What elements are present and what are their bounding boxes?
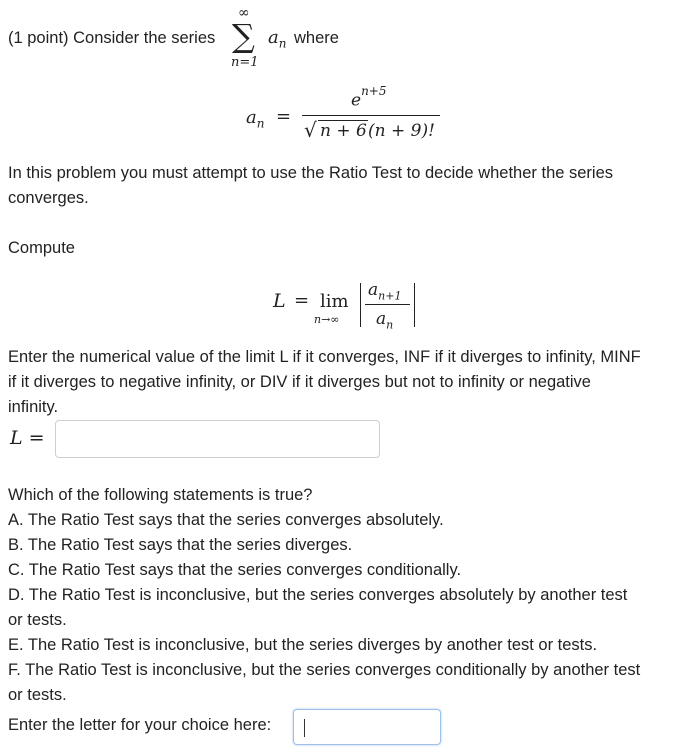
ratio-denominator: $a_n$ [376,309,394,332]
option-d-line-2: or tests. [8,611,67,629]
option-f-line-1: F. The Ratio Test is inconclusive, but the series converges conditionally by another test [8,661,641,679]
sqrt-symbol: √ [304,118,317,142]
option-f-line-2: or tests. [8,686,67,704]
limit-answer-input[interactable] [55,420,380,458]
lim-operator: lim [320,291,349,312]
option-b: B. The Ratio Test says that the series diverges. [8,536,353,554]
where-text: where [294,29,339,47]
option-d-line-1: D. The Ratio Test is inconclusive, but the series converges absolutely by another test [8,586,628,604]
enter-limit-line-2: if it diverges to negative infinity, or DIV if it diverges but not to infinity or negative [8,373,591,391]
formula-fraction-bar [302,115,440,116]
instruction-line-1: In this problem you must attempt to use the Ratio Test to decide whether the series [8,164,614,182]
series-term: $a_n$ [268,27,287,51]
denominator-factorial: (n + 9)! [368,121,435,141]
abs-bar-right [414,283,415,327]
instruction-line-2: converges. [8,189,89,207]
option-a: A. The Ratio Test says that the series converges absolutely. [8,511,444,529]
summation-lower-limit: n=1 [231,55,259,70]
text-caret [304,719,305,737]
summation-upper-limit: ∞ [238,5,250,21]
formula-numerator: $e^{n+5}$ [351,84,387,111]
limit-L: L [273,290,286,312]
formula-lhs: $a_n$ [246,107,265,131]
choice-label: Enter the letter for your choice here: [8,716,272,734]
problem-intro-text: (1 point) Consider the series [8,29,216,47]
limit-equals: = [294,290,310,311]
ratio-fraction-bar [365,304,410,305]
enter-limit-line-1: Enter the numerical value of the limit L if it converges, INF if it diverges to infinity, MINF [8,348,641,366]
ratio-numerator: $a_{n+1}$ [368,280,402,303]
question-prompt: Which of the following statements is true? [8,486,313,504]
abs-bar-left [360,283,361,327]
summation-symbol: ∑ [232,17,255,55]
formula-equals: = [276,106,292,127]
enter-limit-line-3: infinity. [8,398,59,416]
option-e: E. The Ratio Test is inconclusive, but the series diverges by another test or tests. [8,636,598,654]
option-c: C. The Ratio Test says that the series converges conditionally. [8,561,462,579]
compute-label: Compute [8,239,75,257]
lim-subscript: n→∞ [314,313,340,326]
choice-answer-input[interactable] [293,709,441,745]
sqrt-content: n + 6 [320,121,367,141]
limit-field-label: L = [10,427,45,449]
